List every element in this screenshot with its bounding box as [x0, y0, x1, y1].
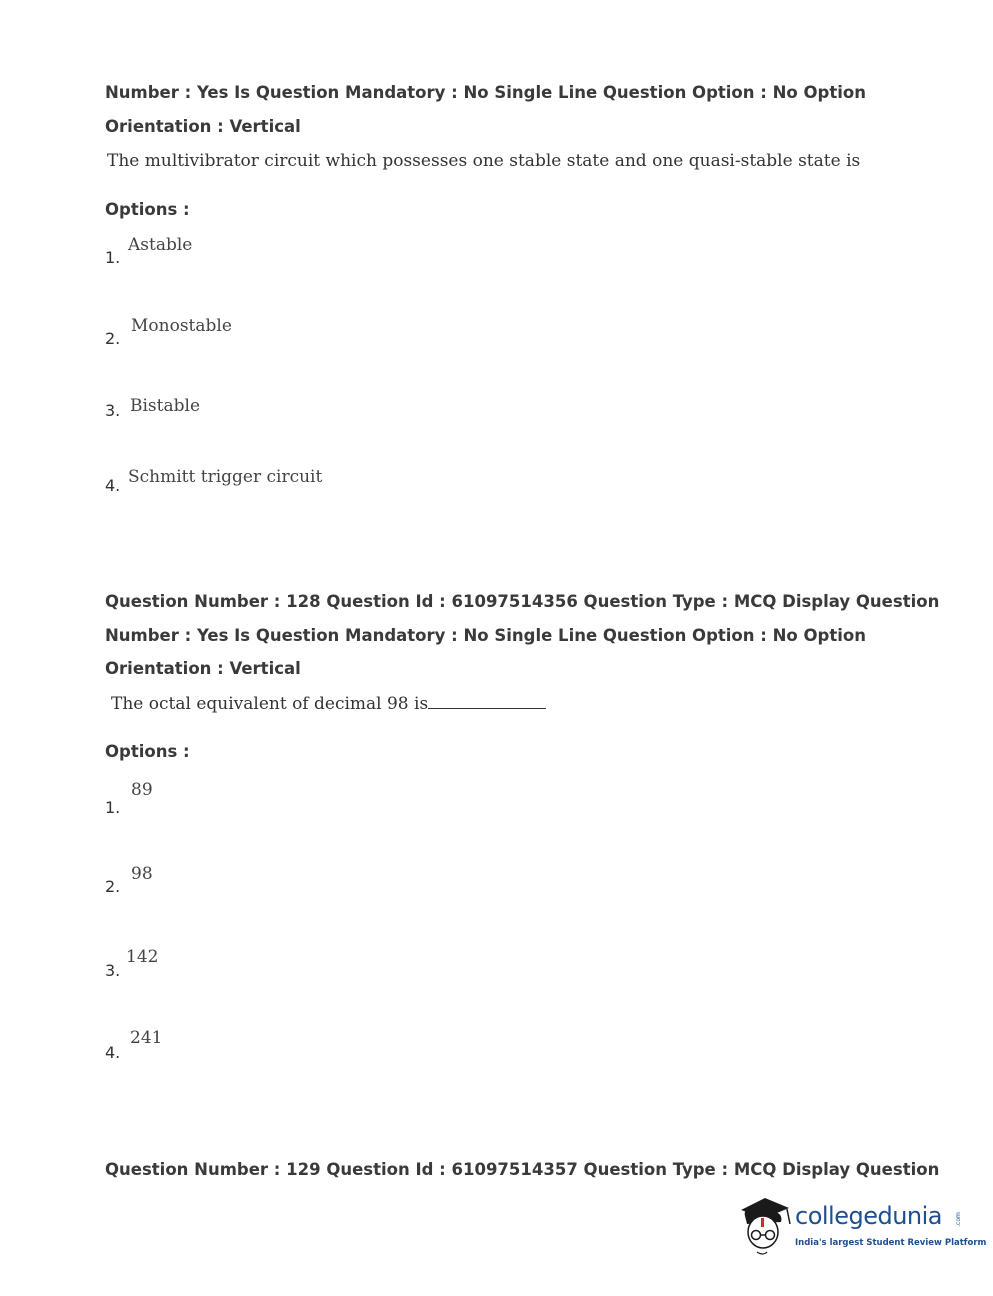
option-number: 4. [105, 1043, 121, 1062]
question-text-content: The octal equivalent of decimal 98 is [111, 694, 429, 714]
option-number: 2. [105, 329, 121, 348]
option-text: 98 [131, 864, 153, 884]
collegedunia-logo[interactable] [735, 1190, 987, 1260]
option-number: 3. [105, 961, 121, 980]
option-text: 241 [130, 1028, 163, 1048]
option-number: 3. [105, 401, 121, 420]
option-number: 1. [105, 798, 121, 817]
logo-suffix: .com [954, 1212, 962, 1227]
question-meta-line: Number : Yes Is Question Mandatory : No Single Line Question Option : No Option [105, 626, 866, 645]
student-mascot-icon [735, 1190, 793, 1260]
option-text: Schmitt trigger circuit [128, 467, 323, 487]
option-text: Monostable [131, 316, 232, 336]
question-meta-line: Number : Yes Is Question Mandatory : No Single Line Question Option : No Option [105, 83, 866, 102]
option-text: Astable [128, 235, 193, 255]
option-text: 142 [126, 947, 159, 967]
options-label: Options : [105, 200, 190, 219]
options-label: Options : [105, 742, 190, 761]
question-text [111, 694, 546, 714]
option-number: 4. [105, 476, 121, 495]
question-meta-line: Orientation : Vertical [105, 659, 301, 678]
logo-wordmark: collegedunia [795, 1202, 943, 1230]
question-meta-line: Question Number : 129 Question Id : 61097514357 Question Type : MCQ Display Question [105, 1160, 940, 1179]
option-text: Bistable [130, 396, 201, 416]
logo-tagline: India's largest Student Review Platform [795, 1238, 987, 1248]
option-text: 89 [131, 780, 153, 800]
option-number: 2. [105, 877, 121, 896]
question-meta-line: Question Number : 128 Question Id : 61097514356 Question Type : MCQ Display Question [105, 592, 940, 611]
answer-blank [428, 694, 546, 709]
option-number: 1. [105, 248, 121, 267]
question-meta-line: Orientation : Vertical [105, 117, 301, 136]
question-text: The multivibrator circuit which possesses one stable state and one quasi-stable state is [107, 151, 861, 171]
